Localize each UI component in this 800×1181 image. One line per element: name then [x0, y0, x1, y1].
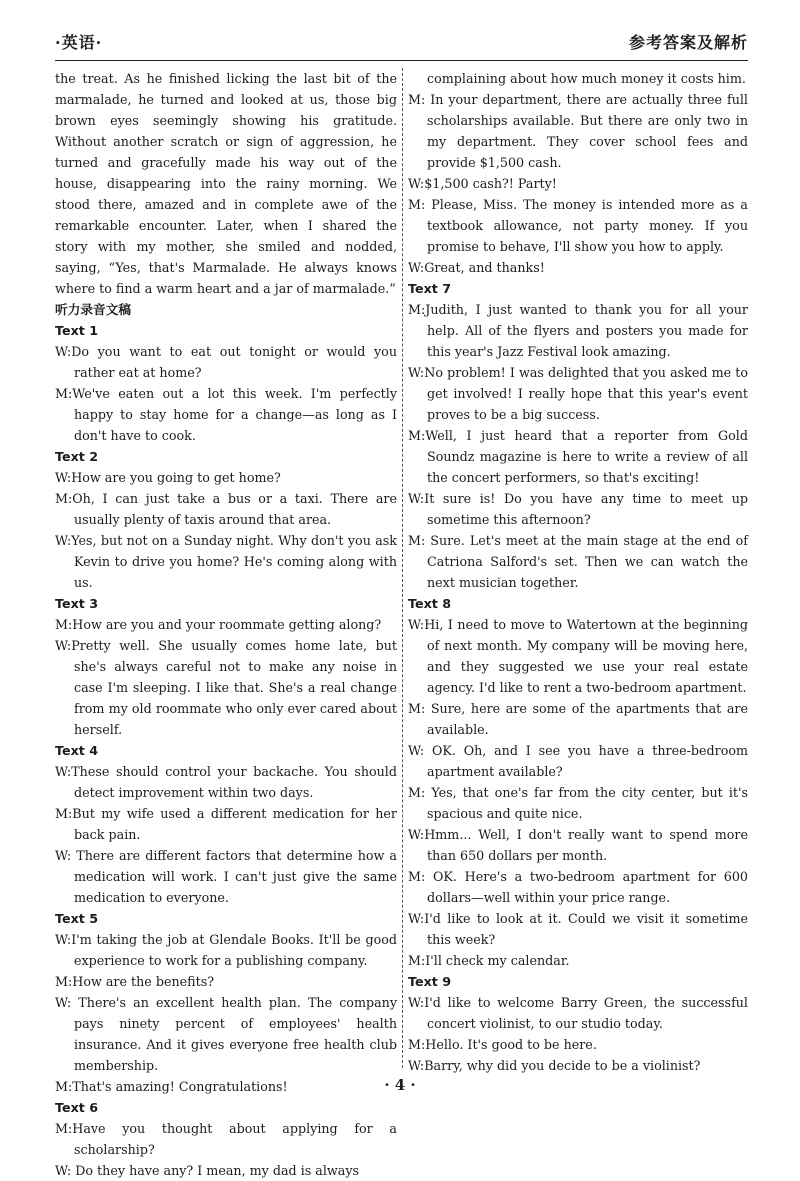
dialogue-line: W: Do they have any? I mean, my dad is always [55, 1163, 360, 1178]
dialogue-line: M:Oh, I can just take a bus or a taxi. There are usually plenty of taxis around that area. [55, 491, 397, 527]
dialogue-line: W:How are you going to get home? [55, 470, 281, 485]
text-4-heading: Text 4 [55, 743, 99, 758]
column-divider [402, 68, 403, 1068]
dialogue-line: W: There's an excellent health plan. The company pays ninety percent of employees' health insurance. And it gives everyone free health club membership. [55, 995, 397, 1073]
dialogue-line: W:$1,500 cash?! Party! [408, 176, 557, 191]
header-rule [55, 60, 748, 61]
dialogue-line: M:That's amazing! Congratulations! [55, 1079, 288, 1094]
dialogue-line: M:But my wife used a different medication for her back pain. [55, 806, 397, 842]
dialogue-line: W:No problem! I was delighted that you asked me to get involved! I really hope that this year's event proves to be a big success. [408, 365, 748, 422]
dialogue-line: W:Pretty well. She usually comes home late, but she's always careful not to make any noise in case I'm sleeping. I like that. She's a real change from my old roommate who only ever cared about herself. [55, 638, 397, 737]
text-5-heading: Text 5 [55, 911, 99, 926]
text-7-heading: Text 7 [408, 281, 452, 296]
dialogue-line: M:How are the benefits? [55, 974, 215, 989]
dialogue-line: W:Barry, why did you decide to be a violinist? [408, 1058, 701, 1073]
dialogue-line: M: Yes, that one's far from the city center, but it's spacious and quite nice. [408, 785, 748, 821]
dialogue-line-continued: complaining about how much money it costs him. [427, 71, 746, 86]
text-9-heading: Text 9 [408, 974, 452, 989]
dialogue-line: W: OK. Oh, and I see you have a three-bedroom apartment available? [408, 743, 748, 779]
dialogue-line: M:Well, I just heard that a reporter from Gold Soundz magazine is here to write a review of all the concert performers, so that's exciting! [408, 428, 748, 485]
dialogue-line: M: Please, Miss. The money is intended more as a textbook allowance, not party money. If you promise to behave, I'll show you how to apply. [408, 197, 748, 254]
right-column [408, 68, 748, 1076]
dialogue-line: M:How are you and your roommate getting along? [55, 617, 382, 632]
text-8-heading: Text 8 [408, 596, 452, 611]
text-2-heading: Text 2 [55, 449, 99, 464]
dialogue-line: W:These should control your backache. You should detect improvement within two days. [55, 764, 397, 800]
dialogue-line: M:We've eaten out a lot this week. I'm perfectly happy to stay home for a change—as long as I don't have to cook. [55, 386, 397, 443]
story-ending-paragraph: the treat. As he finished licking the last bit of the marmalade, he turned and looked at us, those big brown eyes seemingly showing his gratitude. Without another scratch or sign of aggression, he turned and gracefully made his way out of the house, disappearing into the rainy morning. We stood there, amazed and in complete awe of the remarkable encounter. Later, when I shared the story with my mother, she smiled and nodded, saying, “Yes, that's Marmalade. He always knows where to find a warm heart and a jar of marmalade.” [55, 71, 397, 296]
dialogue-line: W: There are different factors that determine how a medication will work. I can't just give the same medication to everyone. [55, 848, 397, 905]
dialogue-line: W:I'd like to look at it. Could we visit it sometime this week? [408, 911, 748, 947]
text-6-heading: Text 6 [55, 1100, 99, 1115]
page-header [55, 10, 748, 60]
text-3-heading: Text 3 [55, 596, 99, 611]
text-1-heading: Text 1 [55, 323, 99, 338]
dialogue-line: M:I'll check my calendar. [408, 953, 570, 968]
dialogue-line: W:Great, and thanks! [408, 260, 545, 275]
header-subject: ·英语· [55, 33, 103, 52]
dialogue-line: W:Hmm... Well, I don't really want to spend more than 650 dollars per month. [408, 827, 748, 863]
dialogue-line: W:It sure is! Do you have any time to meet up sometime this afternoon? [408, 491, 748, 527]
dialogue-line: M:Have you thought about applying for a scholarship? [55, 1121, 397, 1157]
dialogue-line: W:Hi, I need to move to Watertown at the beginning of next month. My company will be moving here, and they suggested we use your real estate agency. I'd like to rent a two-bedroom apartment. [408, 617, 748, 695]
dialogue-line: W:I'm taking the job at Glendale Books. It'll be good experience to work for a publishing company. [55, 932, 397, 968]
dialogue-line: M:Hello. It's good to be here. [408, 1037, 597, 1052]
dialogue-line: W:Do you want to eat out tonight or would you rather eat at home? [55, 344, 397, 380]
dialogue-line: W:I'd like to welcome Barry Green, the successful concert violinist, to our studio today. [408, 995, 748, 1031]
dialogue-line: M:Judith, I just wanted to thank you for all your help. All of the flyers and posters you made for this year's Jazz Festival look amazing. [408, 302, 748, 359]
page-number: · 4 · [384, 1076, 416, 1094]
listening-transcript-heading: 听力录音文稿 [55, 302, 132, 317]
dialogue-line: M: Sure. Let's meet at the main stage at the end of Catriona Salford's set. Then we can watch the next musician together. [408, 533, 748, 590]
dialogue-line: M: In your department, there are actually three full scholarships available. But there are only two in my department. They cover school fees and provide $1,500 cash. [408, 92, 748, 170]
dialogue-line: M: Sure, here are some of the apartments that are available. [408, 701, 748, 737]
dialogue-line: M: OK. Here's a two-bedroom apartment for 600 dollars—well within your price range. [408, 869, 748, 905]
left-column [55, 68, 397, 1181]
header-section-title: 参考答案及解析 [628, 33, 748, 52]
dialogue-line: W:Yes, but not on a Sunday night. Why don't you ask Kevin to drive you home? He's coming along with us. [55, 533, 397, 590]
